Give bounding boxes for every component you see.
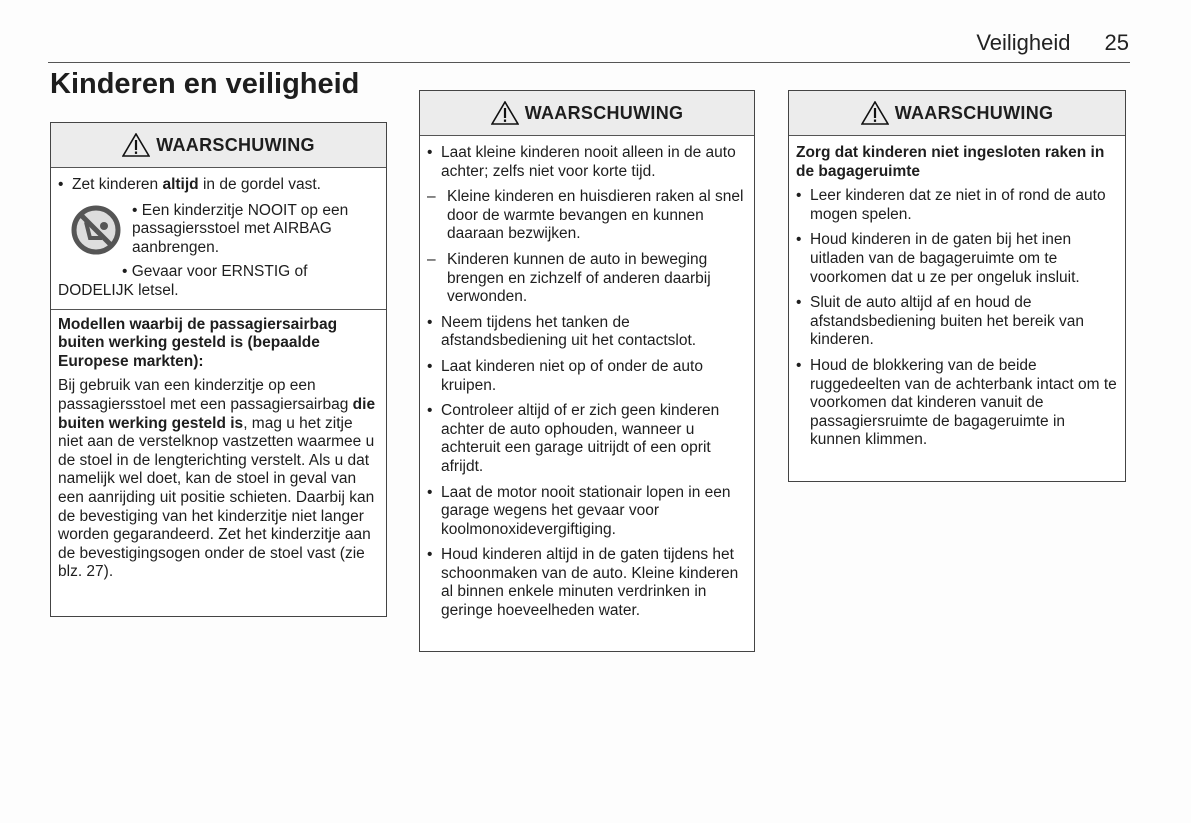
section-name: Veiligheid bbox=[976, 30, 1071, 55]
warning-triangle-icon bbox=[491, 101, 519, 125]
warning-label: WAARSCHUWING bbox=[156, 134, 315, 155]
list-item bbox=[427, 546, 746, 620]
bullet-marker: • bbox=[796, 356, 802, 374]
list-item bbox=[796, 294, 1117, 350]
bullet-marker: • bbox=[427, 313, 433, 331]
list-item-text: Laat kleine kinderen nooit alleen in de auto achter; zelfs niet voor korte tijd. bbox=[441, 144, 736, 180]
list-item bbox=[427, 188, 746, 244]
list-item bbox=[796, 187, 1117, 224]
list-item-text: Houd de blokkering van de beide ruggedeelten van de achterbank intact om te voorkomen dat kinderen vanuit de passagiersruimte de bagageruimte in kunnen klimmen. bbox=[810, 356, 1117, 449]
subheading: Zorg dat kinderen niet ingesloten raken in de bagageruimte bbox=[796, 144, 1105, 180]
bullet-marker: • bbox=[427, 402, 433, 420]
emphasis: altijd bbox=[162, 176, 199, 193]
warning-box-left bbox=[50, 122, 387, 617]
list-item bbox=[427, 251, 746, 307]
list-item-text: Kinderen kunnen de auto in beweging brengen en zichzelf of anderen daarbij verwonden. bbox=[447, 250, 711, 306]
warning-header bbox=[51, 123, 386, 168]
list-item bbox=[427, 402, 746, 476]
list-item-text: Sluit de auto altijd af en houd de afstandsbediening buiten het bereik van kinderen. bbox=[810, 294, 1085, 349]
icon-note: • Gevaar voor ERNSTIG of DODELIJK letsel. bbox=[58, 263, 308, 299]
list-item bbox=[427, 144, 746, 181]
bullet-marker: • bbox=[427, 357, 433, 375]
list-item bbox=[427, 314, 746, 351]
icon-note: • Een kinderzitje NOOIT op een passagiersstoel met AIRBAG aanbrengen. bbox=[132, 201, 349, 256]
text: , mag u het zitje niet aan de verstelknop vastzetten waarmee u de stoel in de lengterichting verstelt. Als u dat namelijk wel doet, kan de stoel in geval van een aanrijding uit positie schieten. Daarbij kan de bevestiging van het kinderzitje niet langer worden gegarandeerd. Zet het kinderzitje aan de bevestigingsogen onder de stoel vast (zie blz. 27). bbox=[58, 414, 375, 581]
running-header bbox=[976, 30, 1129, 56]
list-item-text: Kleine kinderen en huisdieren raken al snel door de warmte bevangen en kunnen daaraan bezwijken. bbox=[447, 188, 744, 243]
header-rule bbox=[48, 62, 1130, 63]
subheading: Modellen waarbij de passagiersairbag buiten werking gesteld is (bepaalde Europese markten): bbox=[58, 315, 338, 370]
text: Bij gebruik van een kinderzitje op een passagiersstoel met een passagiersairbag bbox=[58, 377, 353, 413]
no-child-seat-airbag-icon bbox=[70, 204, 122, 256]
bullet-marker: • bbox=[796, 231, 802, 249]
list-item-text: Laat de motor nooit stationair lopen in een garage wegens het gevaar voor koolmonoxidevergiftiging. bbox=[441, 483, 731, 538]
bullet-marker: • bbox=[427, 546, 433, 564]
text: Zet kinderen bbox=[72, 176, 163, 193]
bullet-marker: – bbox=[427, 250, 436, 268]
emphasis: die buiten werking gesteld is bbox=[58, 395, 376, 432]
list-item-text: Neem tijdens het tanken de afstandsbediening uit het contactslot. bbox=[441, 313, 697, 350]
bullet-marker: • bbox=[427, 483, 433, 501]
warning-triangle-icon bbox=[861, 101, 889, 125]
warning-header bbox=[789, 91, 1125, 136]
list-item-text: Controleer altijd of er zich geen kinderen achter de auto ophouden, wanneer u achteruit een garage uitrijdt of een oprit afrijdt. bbox=[441, 402, 720, 475]
warning-triangle-icon bbox=[122, 133, 150, 157]
bullet-marker: • bbox=[427, 144, 433, 161]
bullet-marker: • bbox=[796, 187, 802, 205]
list-item-text: Leer kinderen dat ze niet in of rond de auto mogen spelen. bbox=[810, 187, 1106, 223]
list-item bbox=[796, 357, 1117, 450]
list-item-text: Houd kinderen altijd in de gaten tijdens het schoonmaken van de auto. Kleine kinderen al binnen enkele minuten verdrinken in geringe hoeveelheden water. bbox=[441, 546, 739, 620]
paragraph bbox=[58, 377, 378, 582]
list-item bbox=[427, 484, 746, 540]
warning-header bbox=[420, 91, 754, 136]
warning-box-right bbox=[788, 90, 1126, 482]
list-item bbox=[427, 358, 746, 395]
warning-label: WAARSCHUWING bbox=[894, 102, 1054, 123]
list-item-text: Houd kinderen in de gaten bij het inen uitladen van de bagageruimte om te voorkomen dat u ze per ongeluk insluit. bbox=[810, 231, 1080, 286]
list-item: • Zet kinderen altijd in de gordel vast. bbox=[58, 176, 321, 193]
bullet-marker: • bbox=[796, 294, 802, 312]
warning-box-middle bbox=[419, 90, 755, 652]
bullet-marker: – bbox=[427, 188, 436, 206]
list-item-text: Laat kinderen niet op of onder de auto kruipen. bbox=[441, 357, 703, 394]
list-item bbox=[796, 231, 1117, 287]
page-number: 25 bbox=[1104, 30, 1129, 55]
page-title: Kinderen en veiligheid bbox=[50, 68, 360, 100]
text: in de gordel vast. bbox=[198, 176, 321, 193]
warning-label: WAARSCHUWING bbox=[524, 102, 684, 123]
